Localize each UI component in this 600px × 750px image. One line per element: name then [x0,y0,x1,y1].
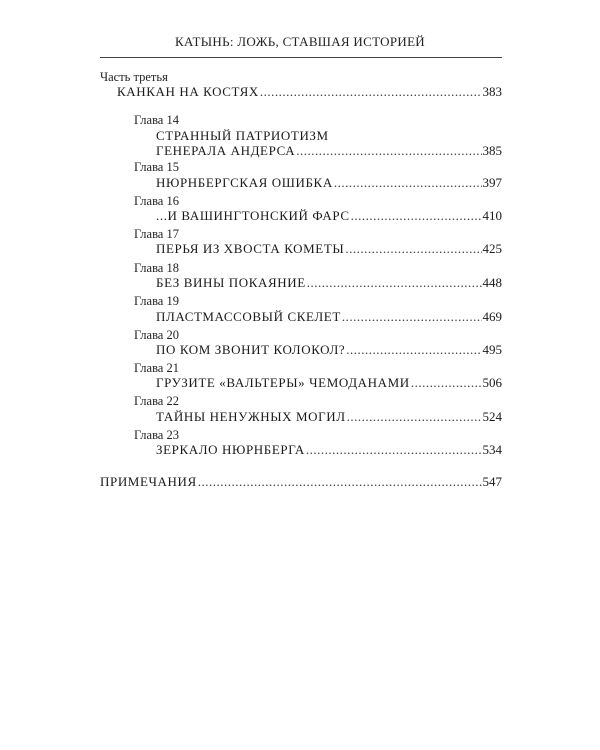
notes-title: ПРИМЕЧАНИЯ [100,474,197,489]
part-title: КАНКАН НА КОСТЯХ [117,84,259,99]
page-number: 385 [482,143,502,158]
chapter-title: ЗЕРКАЛО НЮРНБЕРГА [156,442,305,457]
leader-dots [345,241,481,257]
chapter-title: ПО КОМ ЗВОНИТ КОЛОКОЛ? [156,342,346,357]
chapter-label: Глава 19 [134,294,179,308]
running-head: КАТЫНЬ: ЛОЖЬ, СТАВШАЯ ИСТОРИЕЙ [174,34,425,49]
chapter-label: Глава 15 [134,160,179,174]
chapter-title: ПЕРЬЯ ИЗ ХВОСТА КОМЕТЫ [156,241,345,256]
chapter-label: Глава 23 [134,428,179,442]
leader-dots [198,474,482,490]
toc-entry[interactable] [156,409,502,425]
chapter-title: БЕЗ ВИНЫ ПОКАЯНИЕ [156,275,306,290]
toc-entry[interactable] [156,342,502,358]
toc-entry[interactable] [156,241,502,257]
chapter-title: ...И ВАШИНГТОНСКИЙ ФАРС [156,208,350,223]
chapter-title: НЮРНБЕРГСКАЯ ОШИБКА [156,175,333,190]
chapter-title: ГЕНЕРАЛА АНДЕРСА [156,143,296,158]
page-number: 506 [482,375,502,390]
chapter-label: Глава 16 [134,194,179,208]
leader-dots [260,84,482,100]
chapter-label: Глава 17 [134,227,179,241]
toc-entry[interactable] [156,143,502,159]
leader-dots [306,442,482,458]
toc-entry[interactable] [156,208,502,224]
chapter-label: Глава 14 [134,113,179,127]
leader-dots [346,342,481,358]
page-number: 448 [482,275,502,290]
part-label: Часть третья [100,70,168,84]
page-number: 524 [482,409,502,424]
toc-entry[interactable] [156,175,502,191]
page-number: 383 [482,84,502,99]
chapter-label: Глава 18 [134,261,179,275]
chapter-title: ПЛАСТМАССОВЫЙ СКЕЛЕТ [156,309,341,324]
toc-entry-part[interactable] [117,84,502,100]
header-rule [100,57,502,58]
chapter-label: Глава 22 [134,394,179,408]
chapter-label: Глава 20 [134,328,179,342]
toc-entry[interactable] [156,442,502,458]
chapter-title: ТАЙНЫ НЕНУЖНЫХ МОГИЛ [156,409,346,424]
leader-dots [351,208,482,224]
page-number: 469 [482,309,502,324]
leader-dots [307,275,482,291]
page-number: 397 [482,175,502,190]
toc-entry-notes[interactable] [100,474,502,490]
page-number: 410 [482,208,502,223]
page-number: 425 [482,241,502,256]
toc-entry[interactable] [156,375,502,391]
leader-dots [411,375,482,391]
leader-dots [347,409,482,425]
leader-dots [296,143,481,159]
chapter-label: Глава 21 [134,361,179,375]
toc-entry[interactable] [156,275,502,291]
page-number: 495 [482,342,502,357]
leader-dots [342,309,482,325]
chapter-title: ГРУЗИТЕ «ВАЛЬТЕРЫ» ЧЕМОДАНАМИ [156,375,410,390]
page-number: 534 [482,442,502,457]
chapter-title-line1[interactable]: СТРАННЫЙ ПАТРИОТИЗМ [156,128,329,143]
leader-dots [334,175,482,191]
toc-entry[interactable] [156,309,502,325]
page-number: 547 [482,474,502,489]
